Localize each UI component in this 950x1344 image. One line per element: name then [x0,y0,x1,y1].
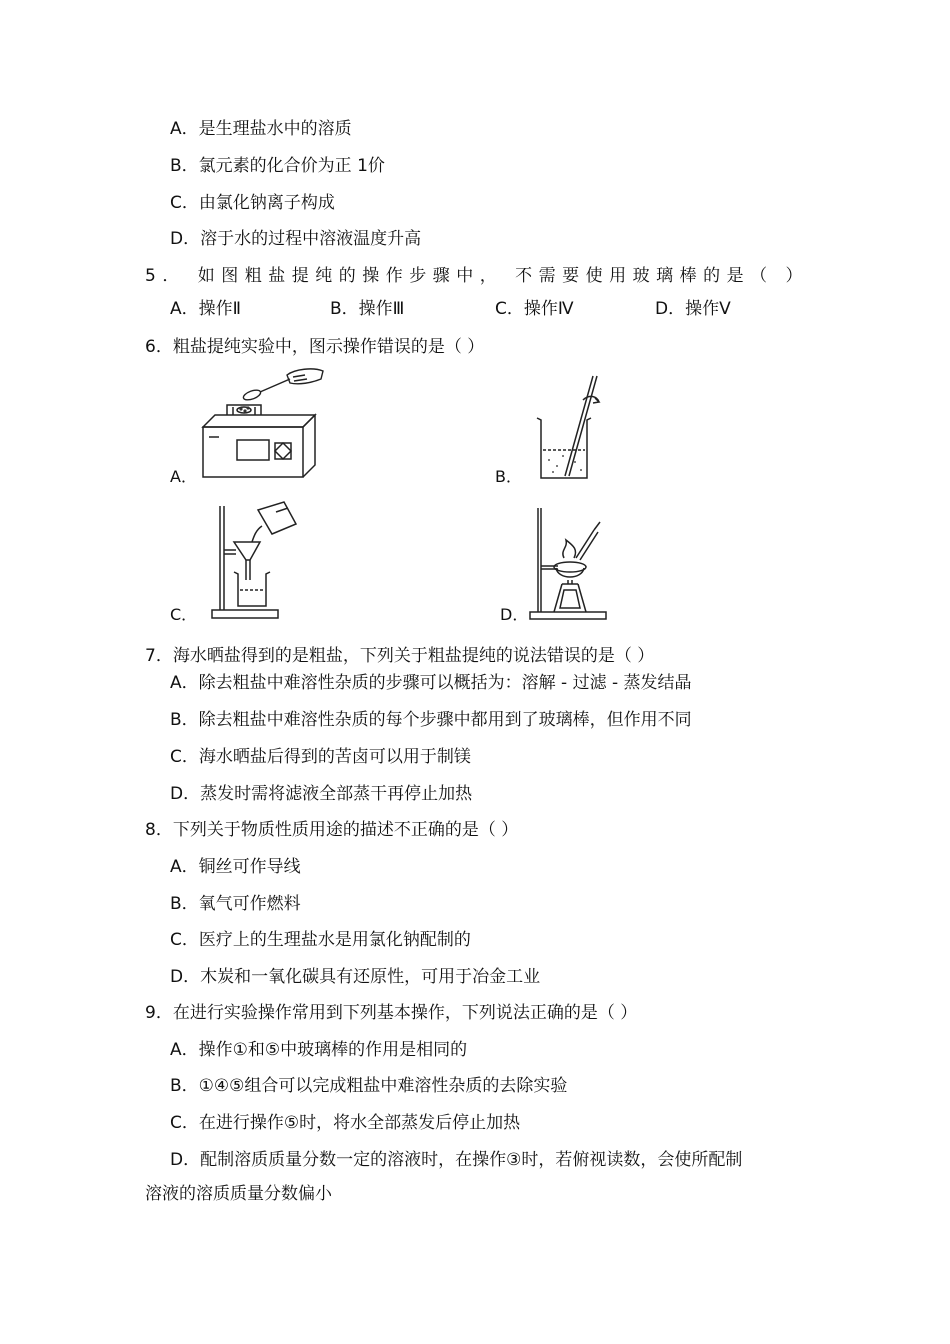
q9-option-d-continued: 溶液的溶质质量分数偏小 [145,1184,332,1204]
q6-figure-d-label: D． [500,605,529,624]
q9-option-b: B．①④⑤组合可以完成粗盐中难溶性杂质的去除实验 [170,1076,568,1096]
q4-option-d: D．溶于水的过程中溶液温度升高 [170,229,422,249]
stirring-beaker-figure [535,372,605,484]
q9-option-c: C．在进行操作⑤时，将水全部蒸发后停止加热 [170,1113,521,1133]
q9-stem: 9．在进行实验操作常用到下列基本操作，下列说法正确的是（ ） [145,1003,638,1023]
evaporation-figure [528,500,613,620]
q9-option-a: A．操作①和⑤中玻璃棒的作用是相同的 [170,1040,468,1060]
q7-stem: 7．海水晒盐得到的是粗盐，下列关于粗盐提纯的说法错误的是（ ） [145,646,655,666]
q7-option-d: D．蒸发时需将滤液全部蒸干再停止加热 [170,784,473,804]
q8-stem: 8．下列关于物质性质用途的描述不正确的是（ ） [145,820,519,840]
q7-option-a: A．除去粗盐中难溶性杂质的步骤可以概括为：溶解 - 过滤 - 蒸发结晶 [170,673,692,693]
q5-option-c: C．操作Ⅳ [495,299,574,319]
q8-option-c: C．医疗上的生理盐水是用氯化钠配制的 [170,930,471,950]
q5-option-a: A．操作Ⅱ [170,299,241,319]
q5-option-d: D．操作Ⅴ [655,299,731,319]
q7-option-c: C．海水晒盐后得到的苦卤可以用于制镁 [170,747,471,767]
q6-figure-c-label: C． [170,605,198,624]
q8-option-d: D．木炭和一氧化碳具有还原性，可用于冶金工业 [170,967,541,987]
q6-stem: 6．粗盐提纯实验中，图示操作错误的是（ ） [145,337,485,357]
q8-option-b: B．氧气可作燃料 [170,894,301,914]
q4-option-c: C．由氯化钠离子构成 [170,193,335,213]
q5-stem: 5． 如图粗盐提纯的操作步骤中， 不需要使用玻璃棒的是（ ） [145,266,810,286]
q8-option-a: A．铜丝可作导线 [170,857,301,877]
q4-option-b: B．氯元素的化合价为正 1价 [170,156,385,176]
balance-weighing-figure [195,365,330,485]
q9-option-d: D．配制溶质质量分数一定的溶液时，在操作③时，若俯视读数，会使所配制 [170,1150,743,1170]
q6-figure-b-label: B． [495,467,522,486]
filtration-figure [210,498,310,620]
q6-figure-a-label: A． [170,467,197,486]
q7-option-b: B．除去粗盐中难溶性杂质的每个步骤中都用到了玻璃棒，但作用不同 [170,710,692,730]
q5-option-b: B．操作Ⅲ [330,299,405,319]
q4-option-a: A．是生理盐水中的溶质 [170,119,352,139]
